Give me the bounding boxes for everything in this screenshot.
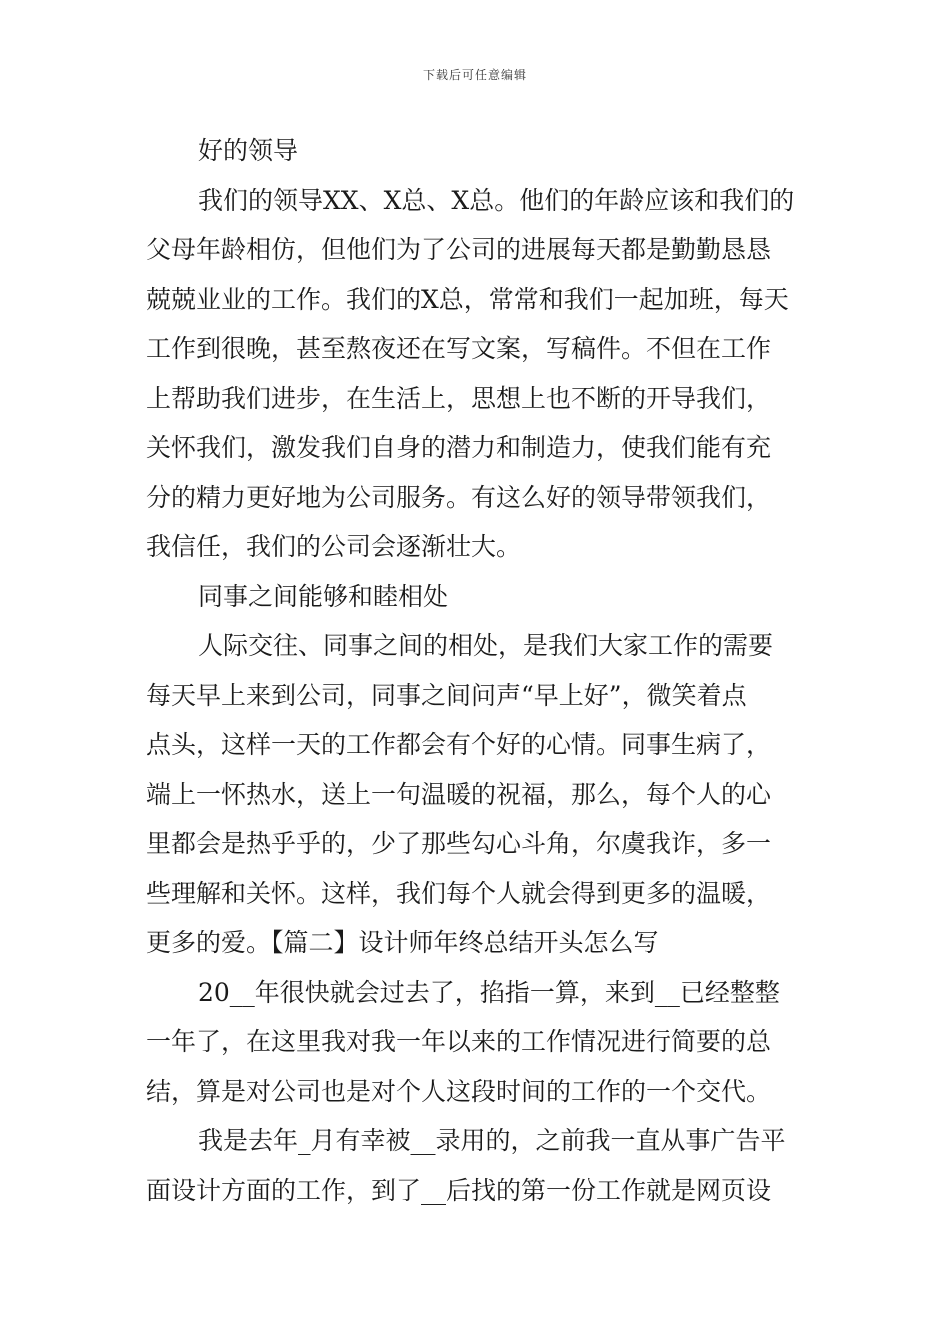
text-line: 父母年龄相仿，但他们为了公司的进展每天都是勤勤恳恳 — [146, 235, 772, 264]
text-line: 点头，这样一天的工作都会有个好的心情。同事生病了， — [146, 730, 772, 759]
text-line: 我是去年_月有幸被__录用的，之前我一直从事广告平 — [198, 1126, 786, 1155]
text-line: 分的精力更好地为公司服务。有这么好的领导带领我们， — [146, 482, 772, 512]
text-line: 些理解和关怀。这样，我们每个人就会得到更多的温暖， — [146, 878, 772, 908]
section-heading-colleagues: 同事之间能够和睦相处 — [198, 581, 449, 611]
text-line: 人际交往、同事之间的相处，是我们大家工作的需要 — [198, 631, 774, 660]
text-line: 我们的领导XX、X总、X总。他们的年龄应该和我们的 — [198, 185, 795, 215]
text-line: 我信任，我们的公司会逐渐壮大。 — [146, 532, 522, 561]
page-header: 下载后可任意编辑 — [422, 68, 527, 82]
text-line: 每天早上来到公司，同事之间问声“早上好”，微笑着点 — [146, 680, 747, 710]
text-line: 面设计方面的工作，到了__后找的第一份工作就是网页设 — [146, 1175, 772, 1205]
section-heading-leader: 好的领导 — [198, 136, 299, 165]
text-line: 兢兢业业的工作。我们的X总，常常和我们一起加班，每天 — [146, 284, 789, 314]
text-line: 关怀我们，激发我们自身的潜力和制造力，使我们能有充 — [146, 433, 772, 462]
text-line: 更多的爱。【篇二】设计师年终总结开头怎么写 — [146, 928, 659, 957]
text-line: 一年了，在这里我对我一年以来的工作情况进行简要的总 — [146, 1027, 772, 1056]
text-line: 20__年很快就会过去了，掐指一算，来到__已经整整 — [198, 977, 780, 1007]
text-line: 上帮助我们进步，在生活上，思想上也不断的开导我们， — [146, 383, 772, 413]
text-line: 结，算是对公司也是对个人这段时间的工作的一个交代。 — [146, 1076, 772, 1106]
text-line: 工作到很晚，甚至熬夜还在写文案，写稿件。不但在工作 — [146, 334, 772, 363]
text-line: 端上一怀热水，送上一句温暖的祝福，那么，每个人的心 — [146, 779, 772, 809]
text-line: 里都会是热乎乎的，少了那些勾心斗角，尔虞我诈，多一 — [146, 829, 772, 858]
document-body — [146, 126, 818, 1215]
